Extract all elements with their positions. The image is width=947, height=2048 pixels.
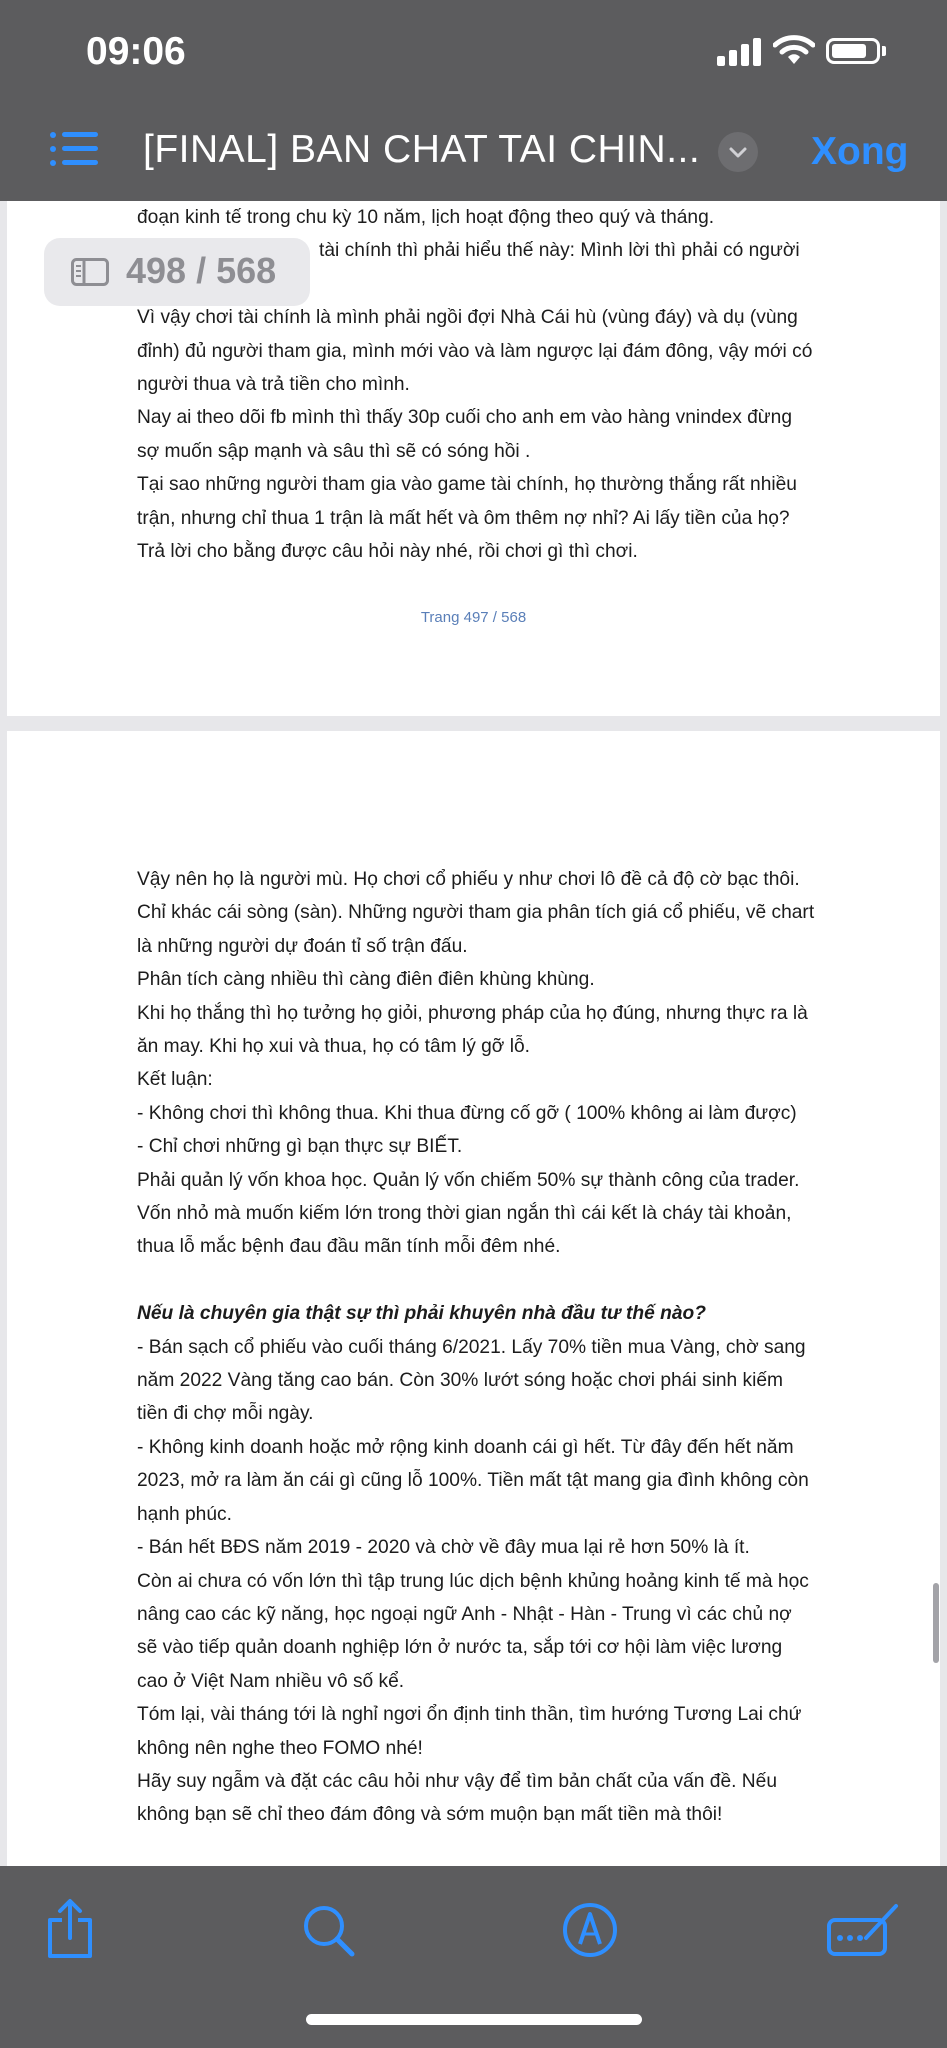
share-icon[interactable] [40, 1896, 100, 1962]
paragraph: Phải quản lý vốn khoa học. Quản lý vốn chiếm 50% sự thành công của trader. Vốn nhỏ mà muốn kiếm lớn trong thời gian ngắn thì cái kết là cháy tài khoản, thua lỗ mắc bệnh đau đầu mãn tính mỗi đêm nhé. [137, 1169, 800, 1258]
page-text [137, 863, 817, 1832]
paragraph: - Bán hết BĐS năm 2019 - 2020 và chờ về đây mua lại rẻ hơn 50% là ít. [137, 1537, 750, 1559]
battery-cap [882, 46, 886, 56]
paragraph: đoạn kinh tế trong chu kỳ 10 năm, lịch hoạt động theo quý và tháng. [137, 207, 715, 228]
paragraph: Phân tích càng nhiều thì càng điên điên khùng khùng. [137, 969, 595, 991]
pdf-page-498 [7, 731, 940, 1866]
paragraph: Tại sao những người tham gia vào game tài chính, họ thường thắng rất nhiều trận, nhưng chỉ thua 1 trận là mất hết và ôm thêm nợ nhỉ? Ai lấy tiền của họ? Trả lời cho bằng được câu hỏi này nhé, rồi chơi gì thì chơi. [137, 474, 797, 563]
paragraph: Khi họ thắng thì họ tưởng họ giỏi, phương pháp của họ đúng, nhưng thực ra là ăn may. Khi họ xui và thua, họ có tâm lý gỡ lỗ. [137, 1002, 808, 1058]
page-footer: Trang 497 / 568 [420, 609, 527, 626]
home-indicator[interactable] [306, 2014, 642, 2025]
paragraph: Vì vậy chơi tài chính là mình phải ngồi đợi Nhà Cái hù (vùng đáy) và dụ (vùng đỉnh) đủ người tham gia, mình mới vào và làm ngược lại đám đông, vậy mới có người thua và trả tiền cho mình. [137, 307, 813, 396]
battery-icon [826, 38, 880, 64]
sign-icon[interactable] [826, 1896, 900, 1962]
search-icon[interactable] [298, 1896, 358, 1962]
markup-icon[interactable] [560, 1896, 620, 1962]
paragraph: Còn ai chưa có vốn lớn thì tập trung lúc dịch bệnh khủng hoảng kinh tế mà học nâng cao các kỹ năng, học ngoại ngữ Anh - Nhật - Hàn - Trung vì các chủ nợ sẽ vào tiếp quản doanh nghiệp lớn ở nước ta, sắp tới cơ hội làm việc lương cao ở Việt Nam nhiều vô số kể. [137, 1570, 809, 1692]
bottom-toolbar [0, 1866, 947, 2048]
page-number-badge[interactable] [44, 238, 310, 306]
paragraph: - Chỉ chơi những gì bạn thực sự BIẾT. [137, 1136, 463, 1158]
status-time: 09:06 [86, 30, 186, 73]
paragraph: - Không kinh doanh hoặc mở rộng kinh doanh cái gì hết. Từ đây đến hết năm 2023, mở ra làm ăn cái gì cũng lỗ 100%. Tiền mất tật mang gia đình không còn hạnh phúc. [137, 1436, 809, 1525]
document-title[interactable]: [FINAL] BAN CHAT TAI CHIN... [143, 128, 701, 171]
chevron-down-icon[interactable] [718, 132, 758, 172]
sidebar-icon [71, 258, 109, 286]
paragraph: - Bán sạch cổ phiếu vào cuối tháng 6/2021. Lấy 70% tiền mua Vàng, chờ sang năm 2022 Vàng tăng cao bán. Còn 30% lướt sóng hoặc chơi phái sinh kiếm tiền đi chợ mỗi ngày. [137, 1336, 806, 1425]
paragraph: Nay ai theo dõi fb mình thì thấy 30p cuối cho anh em vào hàng vnindex đừng sợ muốn sập mạnh và sâu thì sẽ có sóng hồi . [137, 407, 792, 462]
wifi-icon [773, 34, 815, 66]
section-heading: Nếu là chuyên gia thật sự thì phải khuyên nhà đầu tư thế nào? [137, 1303, 706, 1325]
paragraph: Tóm lại, vài tháng tới là nghỉ ngơi ổn định tinh thần, tìm hướng Tương Lai chứ không nên nghe theo FOMO nhé! [137, 1704, 802, 1759]
cellular-signal-icon [717, 36, 761, 66]
paragraph: - Không chơi thì không thua. Khi thua đừng cố gỡ ( 100% không ai làm được) [137, 1102, 797, 1124]
paragraph: tài chính thì phải hiểu thế này: Mình lời thì phải có người [319, 240, 800, 262]
paragraph: Kết luận: [137, 1069, 213, 1091]
blank-line [137, 1264, 817, 1297]
scrollbar-thumb[interactable] [933, 1583, 939, 1663]
paragraph: Vậy nên họ là người mù. Họ chơi cổ phiếu y như chơi lô đề cả độ cờ bạc thôi. Chỉ khác cái sòng (sàn). Những người tham gia phân tích giá cổ phiếu, vẽ chart là những người dự đoán tỉ số trận đấu. [137, 869, 815, 957]
top-bar [0, 0, 947, 201]
outline-list-icon[interactable] [50, 128, 98, 170]
page-number-text: 498 / 568 [126, 250, 277, 291]
paragraph: Hãy suy ngẫm và đặt các câu hỏi như vậy để tìm bản chất của vấn đề. Nếu không bạn sẽ chỉ theo đám đông và sớm muộn bạn mất tiền mà thôi! [137, 1770, 777, 1826]
done-button[interactable]: Xong [811, 130, 909, 173]
